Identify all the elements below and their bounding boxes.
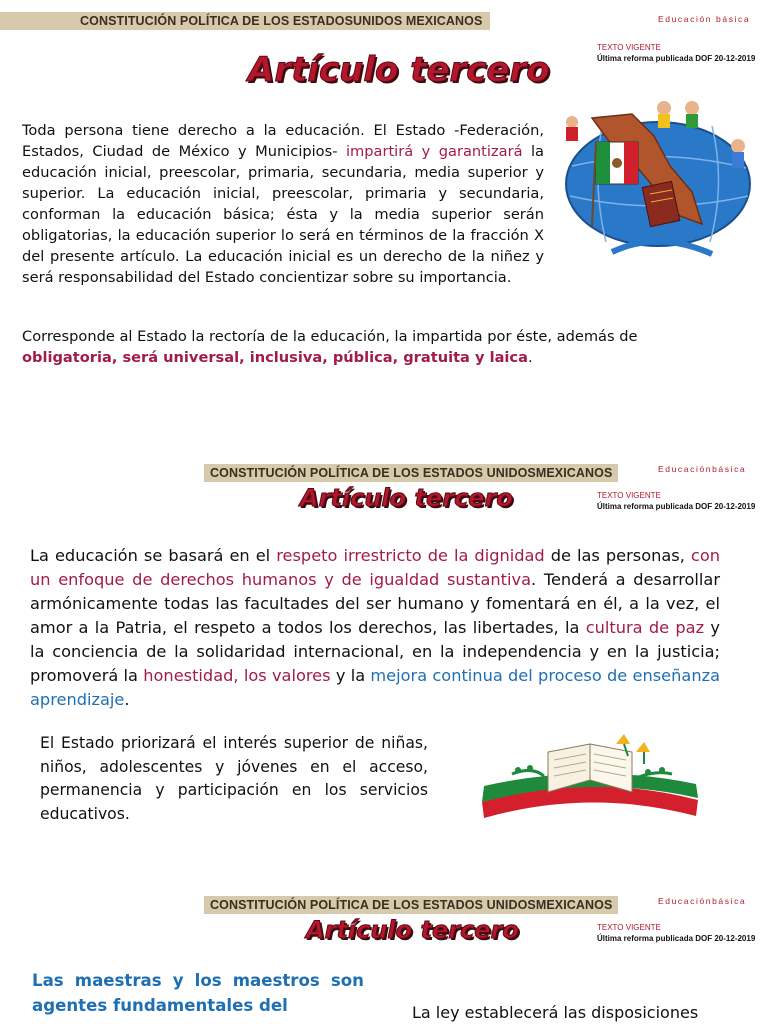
- article-title-3: Artículo tercero: [306, 916, 519, 944]
- s2-p1-c: . Tenderá a desarrollar armónicamente todas las facultades del ser humano y fomentará en él, a la vez, el amor a la Patria, el respeto a todos los derechos, las libertades, la: [30, 570, 720, 637]
- article-title: Artículo tercero: [248, 50, 550, 90]
- constitution-header: CONSTITUCIÓN POLÍTICA DE LOS ESTADOSUNIDOS MEXICANOS: [0, 12, 490, 30]
- globe-children-illustration: [562, 96, 758, 260]
- s2-p1-a: La educación se basará en el: [30, 546, 277, 565]
- reforma-label-2: Última reforma publicada DOF 20-12-2019: [597, 502, 756, 511]
- open-book-illustration: [478, 722, 702, 820]
- texto-vigente-block-2: [597, 490, 755, 512]
- s2-p1-d: y la conciencia de la solidaridad internacional, en la independencia y en la justicia; promoverá la: [30, 618, 720, 685]
- constitution-header-2: CONSTITUCIÓN POLÍTICA DE LOS ESTADOS UNIDOSMEXICANOS: [204, 464, 618, 482]
- texto-vigente-label: TEXTO VIGENTE: [597, 43, 661, 52]
- p2-highlight: obligatoria, será universal, inclusiva, pública, gratuita y laica: [22, 349, 528, 366]
- paragraph-education-right: [22, 120, 544, 288]
- s2-p1-hl1: respeto irrestricto de la dignidad: [276, 546, 545, 565]
- p1-text-a: Toda persona tiene derecho a la educación. El Estado -Federación, Estados, Ciudad de México y Municipios-: [22, 122, 544, 160]
- s3-p2: La ley establecerá las disposiciones: [412, 1003, 699, 1022]
- slide-2: [0, 440, 768, 880]
- slide-1: [0, 0, 768, 440]
- reforma-label: Última reforma publicada DOF 20-12-2019: [597, 54, 756, 63]
- paragraph-ley: [412, 1002, 732, 1024]
- paragraph-maestros: [32, 968, 364, 1018]
- paragraph-interes-superior: [40, 732, 428, 826]
- article-title-2: Artículo tercero: [300, 484, 513, 512]
- s3-p1: Las maestras y los maestros son agentes fundamentales del: [32, 971, 364, 1015]
- educacion-basica-label-2: Educaciónbásica: [658, 464, 747, 474]
- s2-p1-e: y la: [330, 666, 371, 685]
- p1-text-b: la educación inicial, preescolar, primaria, secundaria, media superior y superior. La educación inicial, preescolar, primaria y secundaria, conforman la educación básica; ésta y la media superior serán obligatorias, la educación superior lo será en términos de la fracción X del presente artículo. La educación inicial es un derecho de la niñez y será responsabilidad del Estado concientizar sobre su importancia.: [22, 143, 544, 286]
- paragraph-rectoria: [22, 326, 722, 368]
- texto-vigente-label-2: TEXTO VIGENTE: [597, 491, 661, 500]
- p1-highlight: impartirá y garantizará: [345, 143, 523, 160]
- s2-p1-f: .: [124, 690, 130, 709]
- constitution-header-3: CONSTITUCIÓN POLÍTICA DE LOS ESTADOS UNIDOSMEXICANOS: [204, 896, 618, 914]
- texto-vigente-block-3: [597, 922, 755, 944]
- s2-p1-b: de las personas,: [544, 546, 691, 565]
- reforma-label-3: Última reforma publicada DOF 20-12-2019: [597, 934, 756, 943]
- educacion-basica-label-3: Educaciónbásica: [658, 896, 747, 906]
- p2-text-b: .: [527, 349, 533, 366]
- educacion-basica-label: Educación básica: [658, 14, 751, 24]
- texto-vigente-label-3: TEXTO VIGENTE: [597, 923, 661, 932]
- s2-p1-hl3: cultura de paz: [585, 618, 705, 637]
- s2-p1-hl2: con un enfoque de derechos humanos y de igualdad sustantiva: [30, 546, 720, 589]
- slide-3: [0, 880, 768, 1024]
- paragraph-respeto: [30, 544, 720, 712]
- s2-p2: El Estado priorizará el interés superior de niñas, niños, adolescentes y jóvenes en el acceso, permanencia y participación en los servicios educativos.: [40, 734, 428, 823]
- s2-p1-hl4: honestidad, los valores: [143, 666, 331, 685]
- s2-p1-hl5: mejora continua del proceso de enseñanza aprendizaje: [30, 666, 720, 709]
- texto-vigente-block: [597, 42, 755, 64]
- p2-text-a: Corresponde al Estado la rectoría de la educación, la impartida por éste, además de: [22, 328, 638, 345]
